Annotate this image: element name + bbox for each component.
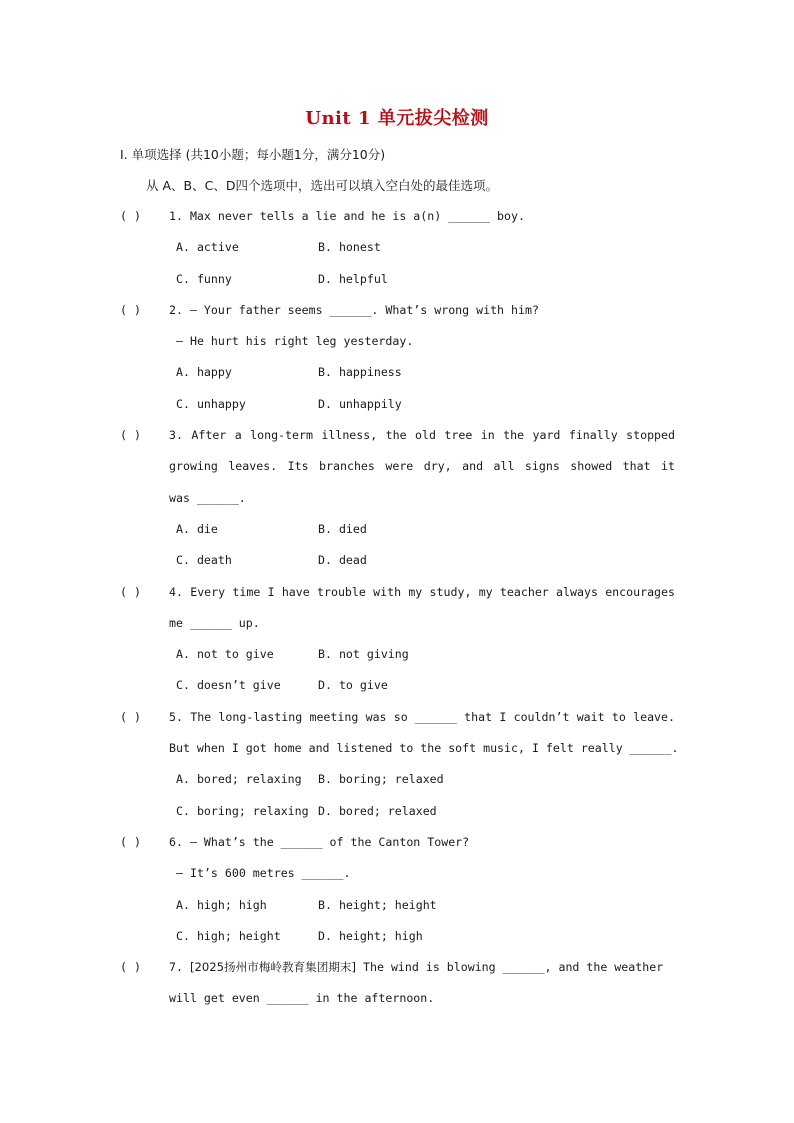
option-c: C. unhappy xyxy=(176,396,246,411)
question-1 xyxy=(0,205,794,299)
question-stem-continued: will get even ______ in the afternoon. xyxy=(169,991,435,1006)
answer-blank: ( ) xyxy=(120,302,141,317)
option-a: A. active xyxy=(176,240,239,255)
question-6 xyxy=(0,831,794,956)
question-stem-text: The wind is blowing ______, and the weather xyxy=(356,960,664,975)
answer-blank: ( ) xyxy=(120,834,141,849)
question-stem: 6. — What’s the ______ of the Canton Tower? xyxy=(169,834,470,849)
question-stem: 4. Every time I have trouble with my study, my teacher always encourages xyxy=(169,584,675,599)
question-stem: 3. After a long-term illness, the old tree in the yard finally stopped xyxy=(169,428,675,443)
answer-blank: ( ) xyxy=(120,709,141,724)
option-d: D. dead xyxy=(318,553,367,568)
option-a: A. happy xyxy=(176,365,232,380)
option-b: B. boring; relaxed xyxy=(318,772,444,787)
option-c: C. death xyxy=(176,553,232,568)
option-a: A. bored; relaxing xyxy=(176,772,302,787)
question-3 xyxy=(0,424,794,580)
dialogue-reply: — It’s 600 metres ______. xyxy=(176,866,351,881)
option-a: A. not to give xyxy=(176,647,274,662)
option-a: A. die xyxy=(176,521,218,536)
option-c: C. high; height xyxy=(176,928,281,943)
question-stem xyxy=(169,956,675,978)
option-b: B. height; height xyxy=(318,897,437,912)
option-d: D. helpful xyxy=(318,271,388,286)
option-d: D. unhappily xyxy=(318,396,402,411)
option-c: C. funny xyxy=(176,271,232,286)
question-5 xyxy=(0,706,794,831)
option-b: B. not giving xyxy=(318,647,409,662)
question-stem-continued: was ______. xyxy=(169,490,246,505)
answer-blank: ( ) xyxy=(120,209,141,223)
question-stem: 1. Max never tells a lie and he is a(n) ______ boy. xyxy=(169,209,525,223)
question-stem-continued: growing leaves. Its branches were dry, and all signs showed that it xyxy=(169,459,675,474)
question-7 xyxy=(0,956,794,1019)
option-c: C. boring; relaxing xyxy=(176,803,309,818)
option-a: A. high; high xyxy=(176,897,267,912)
question-stem: 2. — Your father seems ______. What’s wrong with him? xyxy=(169,302,539,317)
dialogue-reply: — He hurt his right leg yesterday. xyxy=(176,334,414,349)
section-heading: I. 单项选择 (共10小题；每小题1分，满分10分) xyxy=(120,147,386,162)
answer-blank: ( ) xyxy=(120,428,141,443)
question-stem-continued: me ______ up. xyxy=(169,615,260,630)
question-list xyxy=(0,205,794,1019)
question-4 xyxy=(0,581,794,706)
section-instruction: 从 A、B、C、D四个选项中，选出可以填入空白处的最佳选项。 xyxy=(146,178,498,193)
option-d: D. height; high xyxy=(318,928,423,943)
page-title: Unit 1 单元拔尖检测 xyxy=(305,108,489,129)
option-b: B. honest xyxy=(318,240,381,255)
option-b: B. happiness xyxy=(318,365,402,380)
question-source: [2025扬州市梅岭教育集团期末] xyxy=(189,960,357,975)
question-number: 7. xyxy=(169,960,190,975)
question-stem: 5. The long-lasting meeting was so ______ that I couldn’t wait to leave. xyxy=(169,709,675,724)
answer-blank: ( ) xyxy=(120,584,141,599)
option-b: B. died xyxy=(318,521,367,536)
option-c: C. doesn’t give xyxy=(176,678,281,693)
question-stem-continued: But when I got home and listened to the soft music, I felt really ______. xyxy=(169,741,679,756)
option-d: D. bored; relaxed xyxy=(318,803,437,818)
answer-blank: ( ) xyxy=(120,960,141,975)
option-d: D. to give xyxy=(318,678,388,693)
question-2 xyxy=(0,299,794,424)
